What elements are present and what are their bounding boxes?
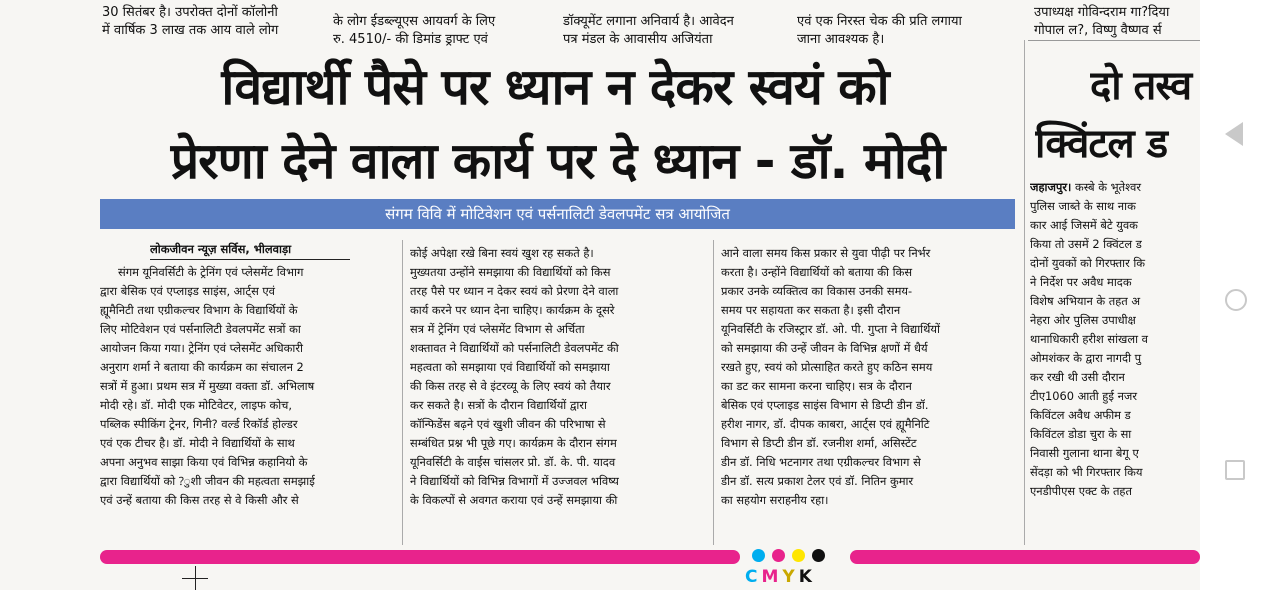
text-line: ने निर्देश पर अवैध मादक	[1030, 275, 1132, 289]
text-line: आने वाला समय किस प्रकार से युवा पीढ़ी पर निर्भर	[721, 246, 931, 260]
dateline: जहाजपुर।	[1030, 180, 1072, 194]
text-line: पब्लिक स्पीकिंग ट्रेनर, गिनी? वर्ल्ड रिकॉर्ड होल्डर	[100, 417, 298, 431]
text-line: तरह पैसे पर ध्यान न देकर स्वयं को प्रेरणा देने वाला	[410, 284, 619, 298]
top-fragment: गोपाल ल?, विष्णु वैष्णव र्स	[1034, 23, 1162, 38]
text-line: थानाधिकारी हरीश सांखला व	[1030, 332, 1149, 346]
text-line: सत्र में ट्रेनिंग एवं प्लेसमेंट विभाग से अर्चिता	[410, 322, 585, 336]
article-byline: लोकजीवन न्यूज़ सर्विस, भीलवाड़ा	[150, 242, 292, 256]
text-line: आयोजन किया गया। ट्रेनिंग एवं प्लेसमेंट अधिकारी	[100, 341, 303, 355]
text-line: लिए मोटिवेशन एवं पर्सनालिटी डेवलपमेंट सत्रों का	[100, 322, 301, 336]
text-line: ओमशंकर के द्वारा नागदी पु	[1030, 351, 1142, 365]
column-divider	[1024, 40, 1025, 545]
top-fragment: जाना आवश्यक है।	[797, 32, 885, 47]
text-line: सत्रों में हुआ। प्रथम सत्र में मुख्या वक्ता डॉ. अभिलाष	[100, 379, 315, 393]
text-line: दोनों युवकों को गिरफ्तार कि	[1030, 256, 1146, 270]
article-subheading: संगम विवि में मोटिवेशन एवं पर्सनालिटी डेवलपमेंट सत्र आयोजित	[100, 199, 1015, 229]
side-article-column	[1030, 178, 1200, 548]
text-line: किया तो उसमें 2 क्विंटल ड	[1030, 237, 1142, 251]
byline-underline	[150, 259, 350, 260]
top-fragment: एवं एक निरस्त चेक की प्रति लगाया	[797, 14, 962, 29]
text-line: द्वारा विद्यार्थियों को ?ुशी जीवन की महत्वता समझाई	[100, 474, 315, 488]
text-line: द्वारा बेसिक एवं एप्लाइड साइंस, आर्ट्स एवं	[100, 284, 276, 298]
top-fragment: डॉक्यूमेंट लगाना अनिवार्य है। आवेदन	[563, 14, 734, 29]
top-fragment: उपाध्यक्ष गोविन्दराम गा?दिया	[1034, 5, 1170, 20]
cmyk-letter-k: K	[798, 567, 816, 587]
top-fragment: के लोग ईडब्ल्यूएस आयवर्ग के लिए	[333, 14, 496, 29]
article-column-2	[410, 244, 708, 548]
text-line: यूनिवर्सिटी के रजिस्ट्रार डॉ. ओ. पी. गुप्ता ने विद्यार्थियों	[721, 322, 940, 336]
magenta-dot	[772, 549, 785, 562]
text-line: अपना अनुभव साझा किया एवं विभिन्न कहानियो के	[100, 455, 308, 469]
article-headline-line2: प्रेरणा देने वाला कार्य पर दे ध्यान - डॉ. मोदी	[170, 132, 945, 190]
text-line: संगम यूनिवर्सिटी के ट्रेनिंग एवं प्लेसमेंट विभाग	[118, 265, 304, 279]
text-line: नेहरा ओर पुलिस उपाधीक्ष	[1030, 313, 1136, 327]
text-line: निवासी गुलाना थाना बेगू ए	[1030, 446, 1139, 460]
text-line: ह्यूमैनिटी तथा एग्रीकल्चर विभाग के विद्यार्थियों के	[100, 303, 298, 317]
cmyk-letter-c: C	[745, 567, 762, 587]
text-line: यूनिवर्सिटी के वाईस चांसलर प्रो. डॉ. के. पी. यादव	[410, 455, 616, 469]
text-line: प्रकार उनके व्यक्तित्व का विकास उनकी समय-	[721, 284, 913, 298]
back-triangle-icon[interactable]	[1225, 122, 1243, 146]
crop-mark-icon	[195, 566, 196, 590]
text-line: कर सकते है। सत्रों के दौरान विद्यार्थियों द्वारा	[410, 398, 587, 412]
text-line: टीए1060 आती हुई नजर	[1030, 389, 1137, 403]
top-fragment: रु. 4510/- की डिमांड ड्राफ्ट एवं	[333, 32, 488, 47]
text-line: एवं उन्हें बताया की किस तरह से वे किसी और से	[100, 493, 299, 507]
text-line: किविंटल अवैध अफीम ड	[1030, 408, 1131, 422]
text-line: महत्वता को समझाया एवं विद्यार्थियों को समझाया	[410, 360, 610, 374]
magenta-registration-bar	[850, 550, 1200, 564]
article-column-1	[100, 263, 393, 548]
text-line: रखते हुए, स्वयं को प्रोत्साहित करते हुए कठिन समय	[721, 360, 933, 374]
magenta-registration-bar	[100, 550, 740, 564]
text-line: ने विद्यार्थियों को विभिन्न विभागों में उज्जवल भविष्य	[410, 474, 619, 488]
text-line: किविंटल डोडा चुरा के सा	[1030, 427, 1132, 441]
text-line: पुलिस जाब्ते के साथ नाक	[1030, 199, 1136, 213]
text-line: शक्तावत ने विद्यार्थियों को पर्सनालिटी डेवलपमेंट की	[410, 341, 619, 355]
text-line: एवं एक टीचर है। डॉ. मोदी ने विद्यार्थियों के साथ	[100, 436, 295, 450]
text-line: समय पर सहायता कर सकता है। इसी दौरान	[721, 303, 901, 317]
text-line: डीन डॉ. निधि भटनागर तथा एग्रीकल्चर विभाग से	[721, 455, 921, 469]
text-line: डीन डॉ. सत्य प्रकाश टेलर एवं डॉ. नितिन कुमार	[721, 474, 914, 488]
text-line: सम्बंधित प्रश्न भी पूछे गए। कार्यक्रम के दौरान संगम	[410, 436, 617, 450]
black-dot	[812, 549, 825, 562]
text-line: के विकल्पों से अवगत कराया एवं उन्हें समझाया की	[410, 493, 618, 507]
recents-square-icon[interactable]	[1225, 460, 1245, 480]
cmyk-letter-y: Y	[782, 567, 799, 587]
separator-line	[1028, 40, 1200, 41]
side-headline-line2: क्विंटल ड	[1035, 121, 1168, 167]
cmyk-label	[745, 566, 816, 588]
text-line: सेंदड़ा को भी गिरफ्तार किय	[1030, 465, 1143, 479]
home-circle-icon[interactable]	[1225, 289, 1247, 311]
text-line: करता है। उन्होंने विद्यार्थियों को बताया की किस	[721, 265, 913, 279]
column-divider	[713, 240, 714, 545]
top-fragment: में वार्षिक 3 लाख तक आय वाले लोग	[102, 23, 279, 38]
cmyk-color-dots	[750, 549, 840, 565]
top-fragment: 30 सितंबर है। उपरोक्त दोनों कॉलोनी	[102, 5, 278, 20]
article-headline-line1: विद्यार्थी पैसे पर ध्यान न देकर स्वयं को	[221, 58, 889, 116]
text-line: कार्य करने पर ध्यान देना चाहिए। कार्यक्रम के दूसरे	[410, 303, 615, 317]
text-line	[1030, 178, 1200, 197]
text-line: कार आई जिसमें बेटे युवक	[1030, 218, 1138, 232]
text-line: विभाग से डिप्टी डीन डॉ. रजनीश शर्मा, असिस्टेंट	[721, 436, 917, 450]
text-line: का डट कर सामना करना चाहिए। सत्र के दौरान	[721, 379, 912, 393]
text-line: हरीश नागर, डॉ. दीपक काबरा, आर्ट्स एवं ह्यूमैनिटि	[721, 417, 930, 431]
text-line: अनुराग शर्मा ने बताया की कार्यक्रम का संचालन 2	[100, 360, 304, 374]
text-line: कोई अपेक्षा रखे बिना स्वयं खुश रह सकते है।	[410, 246, 594, 260]
text-line: की किस तरह से वे इंटरव्यू के लिए स्वयं को तैयार	[410, 379, 611, 393]
yellow-dot	[792, 549, 805, 562]
side-headline-line1: दो तस्व	[1090, 63, 1192, 109]
text-line: का सहयोग सराहनीय रहा।	[721, 493, 829, 507]
viewer-bottom-strip	[0, 590, 1200, 606]
text-line: कर रखी थी उसी दौरान	[1030, 370, 1125, 384]
text-line: बेसिक एवं एप्लाइड साइंस विभाग से डिप्टी डीन डॉ.	[721, 398, 929, 412]
cyan-dot	[752, 549, 765, 562]
text-line: मोदी रहे। डॉ. मोदी एक मोटिवेटर, लाइफ कोच,	[100, 398, 293, 412]
column-divider	[402, 240, 403, 545]
text-line: मुख्यतया उन्होंने समझाया की विद्यार्थियों को किस	[410, 265, 611, 279]
cmyk-letter-m: M	[761, 567, 783, 587]
top-fragment: पत्र मंडल के आवासीय अजियंता	[563, 32, 713, 47]
text-line: कॉन्फिडेंस बढ़ने एवं खुशी जीवन की परिभाषा से	[410, 417, 606, 431]
text-line: को समझाया की उन्हें जीवन के विभिन्न क्षणों में धैर्य	[721, 341, 928, 355]
text-line: विशेष अभियान के तहत अ	[1030, 294, 1141, 308]
text-line: कस्बे के भूतेश्वर	[1074, 180, 1141, 194]
article-column-3	[721, 244, 1016, 548]
text-line: एनडीपीएस एक्ट के तहत	[1030, 484, 1132, 498]
